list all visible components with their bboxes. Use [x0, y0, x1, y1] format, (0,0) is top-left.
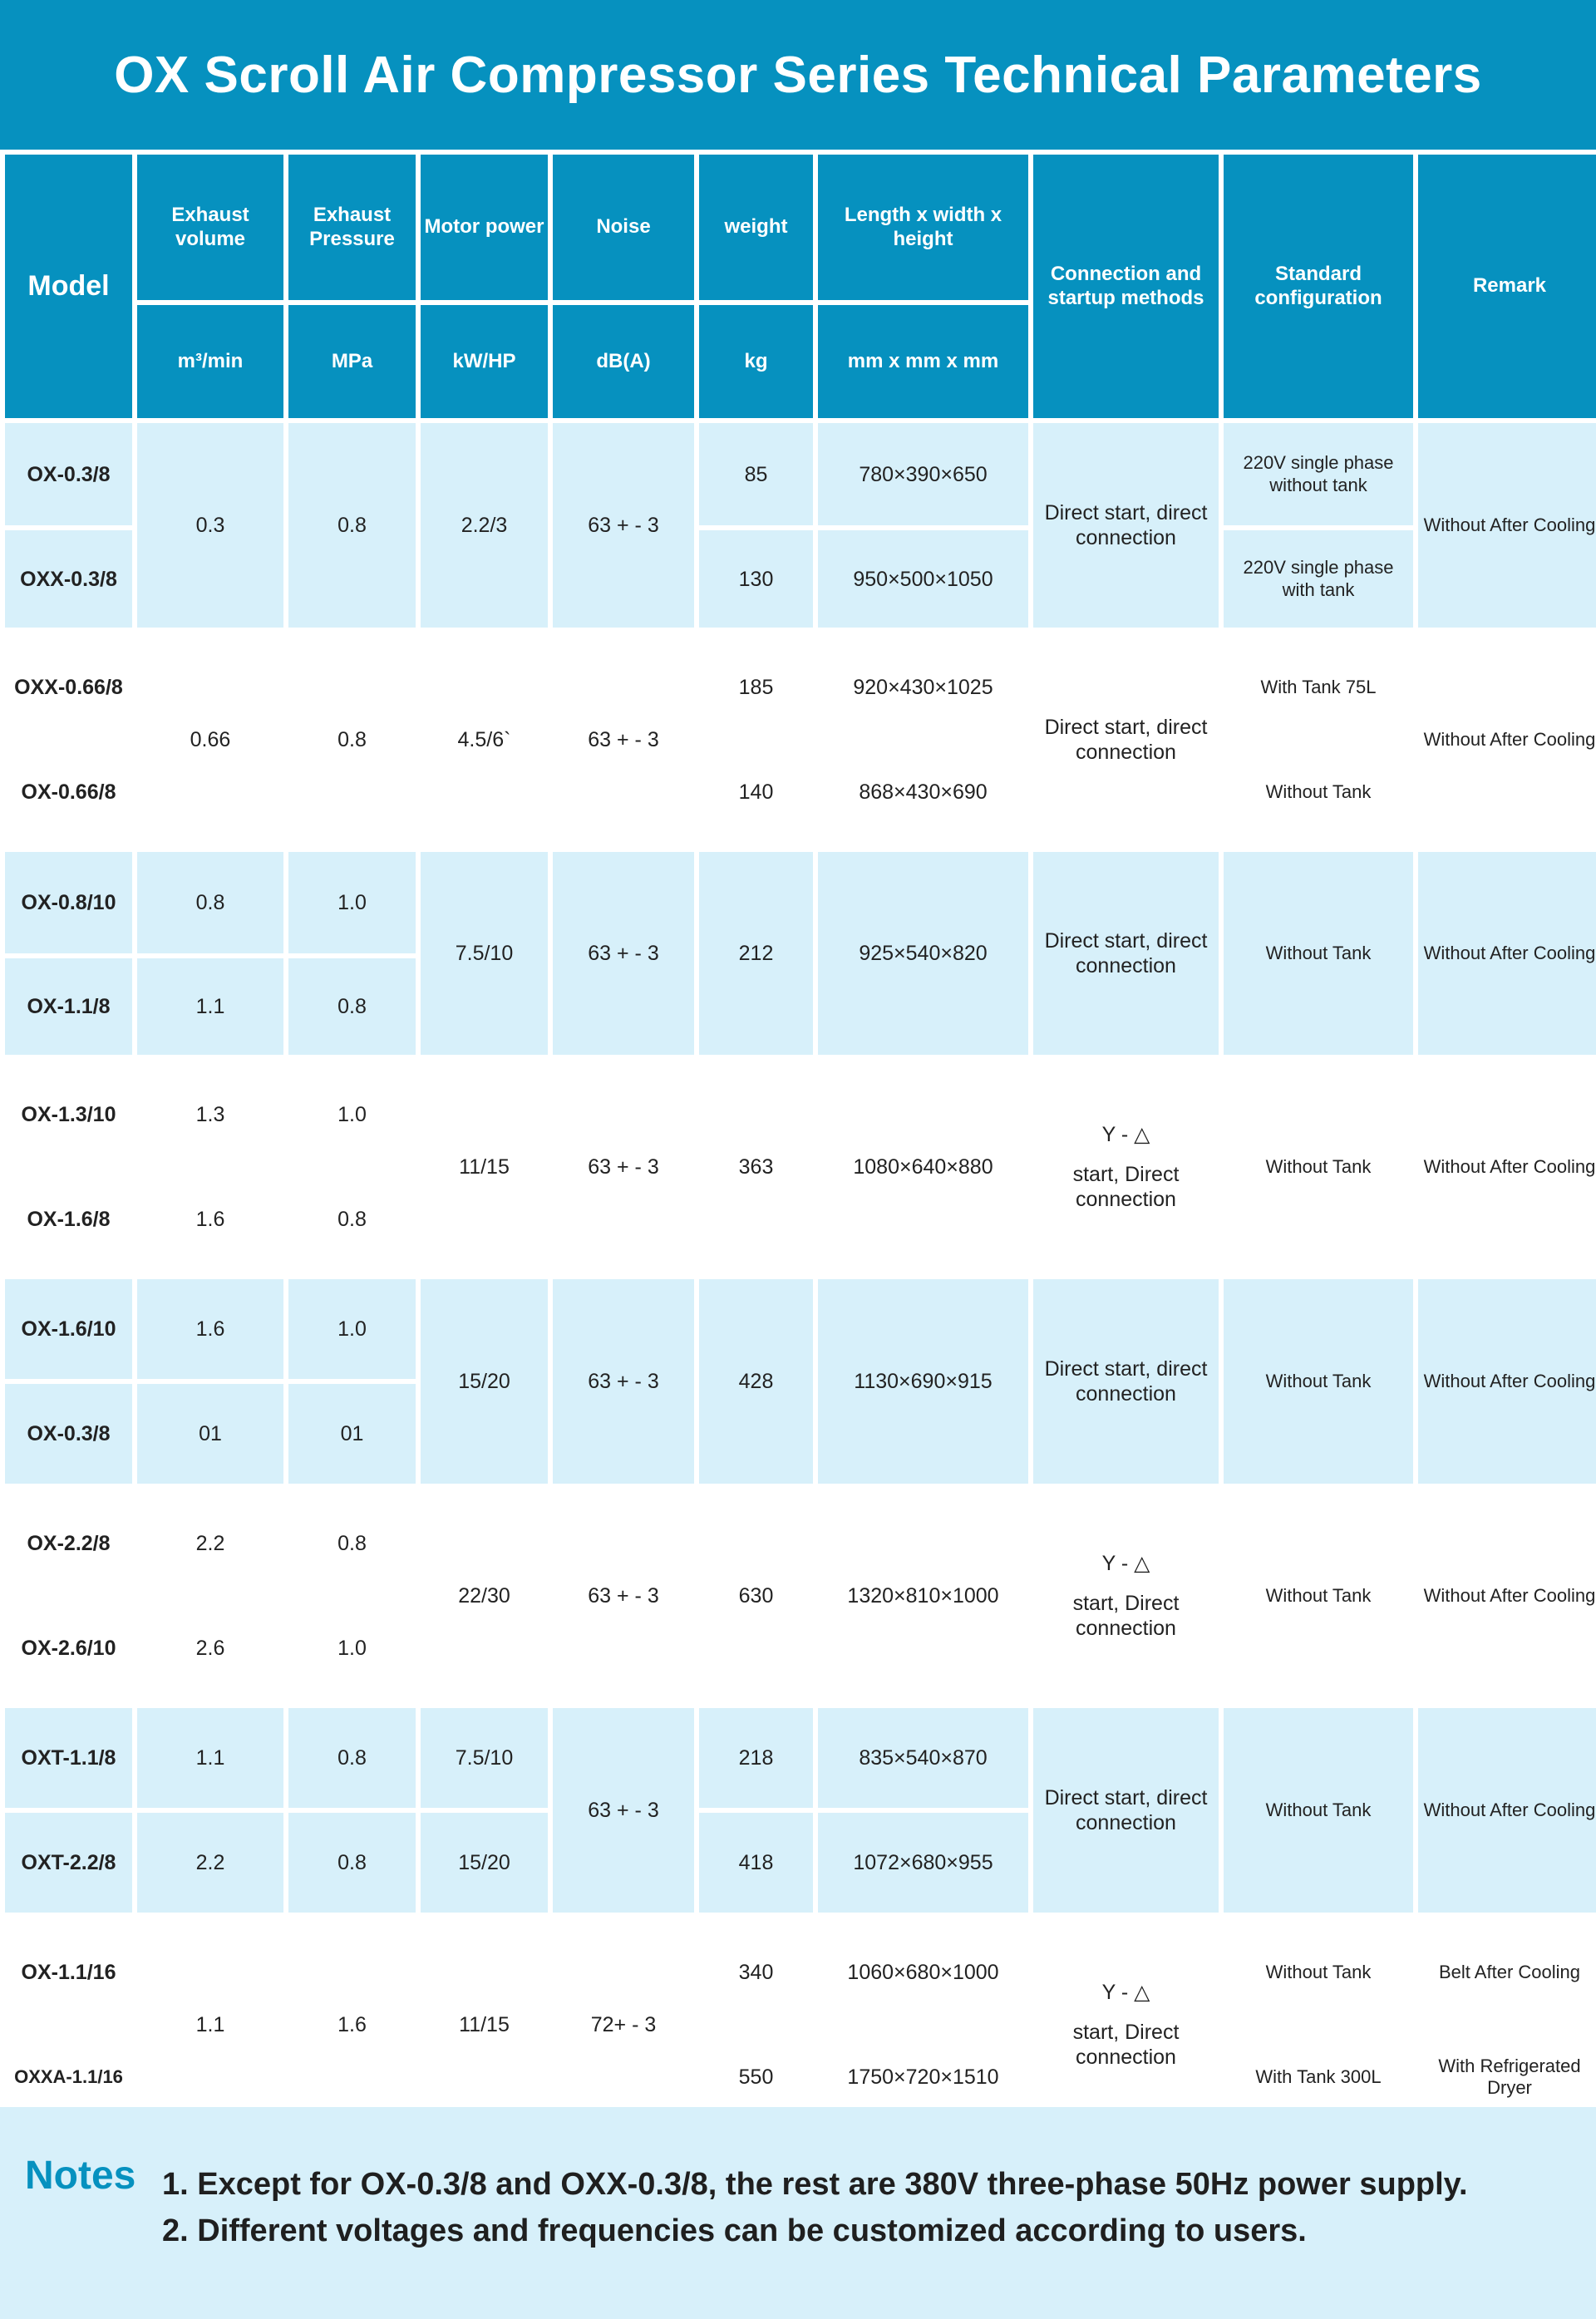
config-cell: Without Tank: [1224, 1923, 1413, 2022]
config-cell: Without Tank: [1224, 1065, 1413, 1269]
page-title: OX Scroll Air Compressor Series Technical Parameters: [114, 46, 1482, 104]
dimension-cell: 1130×690×915: [818, 1279, 1028, 1484]
model-cell: OXT-1.1/8: [5, 1708, 132, 1808]
config-cell: 220V single phase without tank: [1224, 423, 1413, 525]
volume-cell: 0.3: [137, 423, 283, 628]
noise-cell: 63 + - 3: [553, 1279, 694, 1484]
pressure-cell: 1.6: [288, 1923, 416, 2127]
weight-cell: 212: [699, 852, 813, 1055]
remark-cell: Without After Cooling: [1418, 423, 1596, 628]
noise-cell: 63 + - 3: [553, 423, 694, 628]
remark-cell: With Refrigerated Dryer: [1418, 2027, 1596, 2127]
model-cell: OX-2.6/10: [5, 1598, 132, 1698]
weight-cell: 185: [699, 638, 813, 737]
remark-cell: Without After Cooling: [1418, 1494, 1596, 1698]
dimension-cell: 1072×680×955: [818, 1813, 1028, 1913]
weight-cell: 218: [699, 1708, 813, 1808]
power-cell: 11/15: [421, 1065, 548, 1269]
notes-label: Notes: [25, 2154, 136, 2198]
unit-noise: dB(A): [553, 305, 694, 418]
unit-dimensions: mm x mm x mm: [818, 305, 1028, 418]
remark-cell: Without After Cooling: [1418, 1708, 1596, 1913]
connection-text: start, Direct connection: [1072, 2021, 1180, 2069]
table-row: [5, 638, 1596, 737]
noise-cell: 72+ - 3: [553, 1923, 694, 2127]
connection-cell: Direct start, direct connection: [1033, 638, 1219, 842]
dimension-cell: 950×500×1050: [818, 530, 1028, 628]
weight-cell: 550: [699, 2027, 813, 2127]
table-row: [5, 1923, 1596, 2022]
unit-exhaust-volume: m³/min: [137, 305, 283, 418]
volume-cell: 2.6: [137, 1598, 283, 1698]
volume-cell: 1.6: [137, 1279, 283, 1379]
config-cell: With Tank 300L: [1224, 2027, 1413, 2127]
weight-cell: 130: [699, 530, 813, 628]
pressure-cell: 1.0: [288, 1065, 416, 1164]
volume-cell: 1.1: [137, 958, 283, 1055]
header-motor-power: Motor power: [421, 155, 548, 300]
volume-cell: 1.3: [137, 1065, 283, 1164]
pressure-cell: 1.0: [288, 852, 416, 953]
volume-cell: 1.1: [137, 1923, 283, 2127]
pressure-cell: 0.8: [288, 1169, 416, 1269]
power-cell: 22/30: [421, 1494, 548, 1698]
config-cell: 220V single phase with tank: [1224, 530, 1413, 628]
dimension-cell: 925×540×820: [818, 852, 1028, 1055]
power-cell: 15/20: [421, 1279, 548, 1484]
dimension-cell: 835×540×870: [818, 1708, 1028, 1808]
remark-cell: Without After Cooling: [1418, 1065, 1596, 1269]
header-dimensions: Length x width x height: [818, 155, 1028, 300]
config-cell: With Tank 75L: [1224, 638, 1413, 737]
header-exhaust-volume: Exhaust volume: [137, 155, 283, 300]
header-exhaust-pressure: Exhaust Pressure: [288, 155, 416, 300]
dimension-cell: 1750×720×1510: [818, 2027, 1028, 2127]
pressure-cell: 0.8: [288, 1494, 416, 1593]
remark-cell: Without After Cooling: [1418, 638, 1596, 842]
model-cell: OX-1.6/8: [5, 1169, 132, 1269]
config-cell: Without Tank: [1224, 852, 1413, 1055]
header-weight: weight: [699, 155, 813, 300]
power-cell: 4.5/6`: [421, 638, 548, 842]
volume-cell: 0.8: [137, 852, 283, 953]
volume-cell: 0.66: [137, 638, 283, 842]
model-cell: OX-1.1/16: [5, 1923, 132, 2022]
pressure-cell: 0.8: [288, 958, 416, 1055]
weight-cell: 428: [699, 1279, 813, 1484]
table-row: [5, 1065, 1596, 1164]
model-cell: OX-0.3/8: [5, 423, 132, 525]
noise-cell: 63 + - 3: [553, 1708, 694, 1913]
weight-cell: 418: [699, 1813, 813, 1913]
pressure-cell: 0.8: [288, 423, 416, 628]
model-cell: OX-1.3/10: [5, 1065, 132, 1164]
pressure-cell: 0.8: [288, 1813, 416, 1913]
note-line-2: 2. Different voltages and frequencies can be customized according to users.: [162, 2213, 1307, 2248]
model-cell: OXT-2.2/8: [5, 1813, 132, 1913]
pressure-cell: 1.0: [288, 1279, 416, 1379]
connection-cell: [1033, 1494, 1219, 1698]
power-cell: 15/20: [421, 1813, 548, 1913]
pressure-cell: 0.8: [288, 1708, 416, 1808]
remark-cell: Without After Cooling: [1418, 852, 1596, 1055]
note-line-1: 1. Except for OX-0.3/8 and OXX-0.3/8, the rest are 380V three-phase 50Hz power supply.: [162, 2167, 1468, 2202]
noise-cell: 63 + - 3: [553, 1494, 694, 1698]
weight-cell: 363: [699, 1065, 813, 1269]
config-cell: Without Tank: [1224, 1708, 1413, 1913]
model-cell: OXX-0.66/8: [5, 638, 132, 737]
model-cell: OX-0.3/8: [5, 1384, 132, 1484]
table-row: [5, 1708, 1596, 1808]
volume-cell: 1.6: [137, 1169, 283, 1269]
volume-cell: 2.2: [137, 1813, 283, 1913]
table-row: [5, 1494, 1596, 1593]
table-row: [5, 852, 1596, 953]
volume-cell: 2.2: [137, 1494, 283, 1593]
dimension-cell: 920×430×1025: [818, 638, 1028, 737]
noise-cell: 63 + - 3: [553, 852, 694, 1055]
connection-y-delta: Y - △: [1101, 1552, 1150, 1575]
dimension-cell: 780×390×650: [818, 423, 1028, 525]
connection-text: start, Direct connection: [1072, 1592, 1180, 1640]
header-standard-config: Standard configuration: [1224, 155, 1413, 418]
unit-motor-power: kW/HP: [421, 305, 548, 418]
model-cell: OX-0.8/10: [5, 852, 132, 953]
weight-cell: 630: [699, 1494, 813, 1698]
remark-cell: Without After Cooling: [1418, 1279, 1596, 1484]
weight-cell: 85: [699, 423, 813, 525]
dimension-cell: 1060×680×1000: [818, 1923, 1028, 2022]
model-cell: OX-0.66/8: [5, 742, 132, 842]
pressure-cell: 01: [288, 1384, 416, 1484]
dimension-cell: 1320×810×1000: [818, 1494, 1028, 1698]
model-cell: OX-1.6/10: [5, 1279, 132, 1379]
model-cell: OX-2.2/8: [5, 1494, 132, 1593]
unit-exhaust-pressure: MPa: [288, 305, 416, 418]
pressure-cell: 1.0: [288, 1598, 416, 1698]
config-cell: Without Tank: [1224, 1279, 1413, 1484]
model-cell: OX-1.1/8: [5, 958, 132, 1055]
power-cell: 11/15: [421, 1923, 548, 2127]
header-remark: Remark: [1418, 155, 1596, 418]
model-cell: OXX-0.3/8: [5, 530, 132, 628]
power-cell: 2.2/3: [421, 423, 548, 628]
connection-cell: Direct start, direct connection: [1033, 1279, 1219, 1484]
notes-panel: [0, 2107, 1596, 2319]
noise-cell: 63 + - 3: [553, 1065, 694, 1269]
connection-cell: Direct start, direct connection: [1033, 423, 1219, 628]
volume-cell: 01: [137, 1384, 283, 1484]
weight-cell: 140: [699, 742, 813, 842]
header-model: Model: [5, 155, 132, 418]
noise-cell: 63 + - 3: [553, 638, 694, 842]
connection-text: start, Direct connection: [1072, 1163, 1180, 1211]
dimension-cell: 868×430×690: [818, 742, 1028, 842]
model-cell: OXXA-1.1/16: [5, 2027, 132, 2127]
connection-cell: [1033, 1923, 1219, 2127]
volume-cell: 1.1: [137, 1708, 283, 1808]
connection-cell: Direct start, direct connection: [1033, 852, 1219, 1055]
connection-y-delta: Y - △: [1101, 1123, 1150, 1146]
power-cell: 7.5/10: [421, 852, 548, 1055]
power-cell: 7.5/10: [421, 1708, 548, 1808]
weight-cell: 340: [699, 1923, 813, 2022]
title-bar: [0, 0, 1596, 150]
connection-y-delta: Y - △: [1101, 1981, 1150, 2004]
table-row: [5, 423, 1596, 525]
pressure-cell: 0.8: [288, 638, 416, 842]
connection-cell: [1033, 1065, 1219, 1269]
connection-cell: Direct start, direct connection: [1033, 1708, 1219, 1913]
unit-weight: kg: [699, 305, 813, 418]
config-cell: Without Tank: [1224, 1494, 1413, 1698]
config-cell: Without Tank: [1224, 742, 1413, 842]
table-row: [5, 1279, 1596, 1379]
header-connection: Connection and startup methods: [1033, 155, 1219, 418]
remark-cell: Belt After Cooling: [1418, 1923, 1596, 2022]
header-noise: Noise: [553, 155, 694, 300]
dimension-cell: 1080×640×880: [818, 1065, 1028, 1269]
spec-table: [0, 150, 1596, 2132]
